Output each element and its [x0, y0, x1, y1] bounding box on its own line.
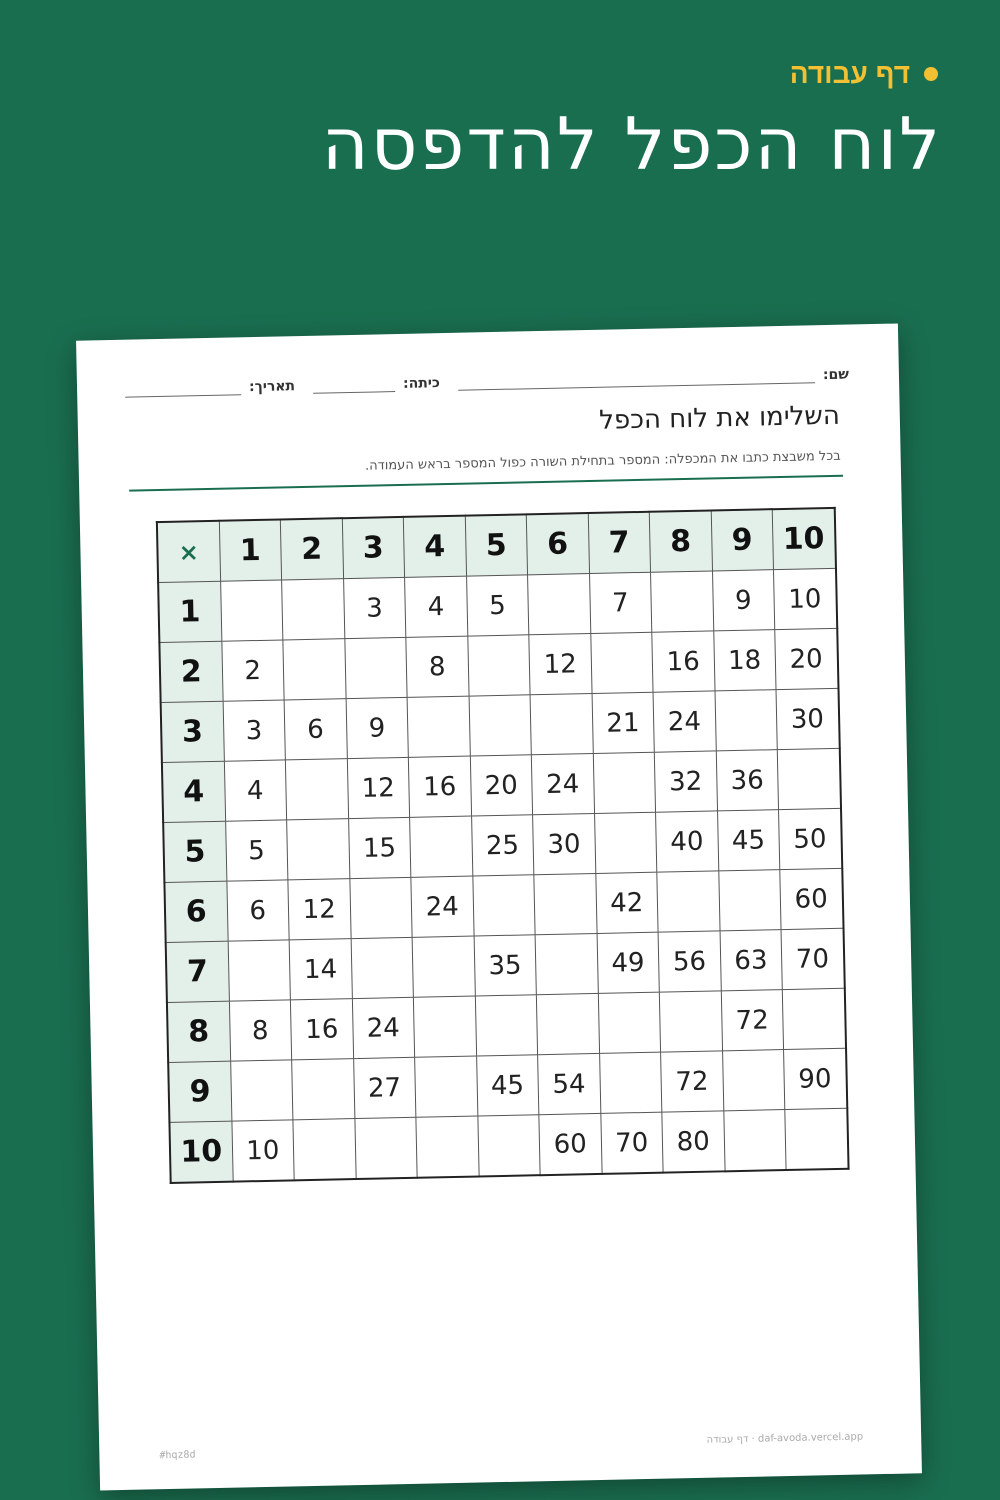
product-cell: 12	[288, 879, 351, 940]
product-cell: 12	[347, 757, 410, 818]
product-cell: 30	[776, 688, 839, 749]
blank-cell	[599, 1052, 662, 1113]
product-cell: 70	[600, 1112, 663, 1174]
blank-cell	[535, 933, 598, 994]
product-cell: 4	[224, 760, 287, 821]
column-header: 6	[526, 513, 589, 575]
blank-cell	[723, 1110, 786, 1172]
column-header: 3	[342, 517, 405, 579]
product-cell: 14	[289, 939, 352, 1000]
class-line	[313, 377, 395, 394]
product-cell: 3	[223, 700, 286, 761]
blank-cell	[228, 940, 291, 1001]
column-header: 2	[280, 518, 343, 580]
row-header: 2	[159, 641, 222, 702]
product-cell: 63	[720, 930, 783, 991]
product-cell: 9	[712, 570, 775, 631]
date-label: תאריך:	[248, 378, 296, 396]
product-cell: 6	[226, 880, 289, 941]
product-cell: 60	[539, 1113, 602, 1175]
product-cell: 15	[348, 817, 411, 878]
blank-cell	[718, 870, 781, 931]
product-cell: 72	[661, 1051, 724, 1112]
product-cell: 5	[225, 820, 288, 881]
blank-cell	[722, 1050, 785, 1111]
column-header: 1	[219, 519, 282, 581]
product-cell: 8	[406, 636, 469, 697]
product-cell: 56	[658, 931, 721, 992]
product-cell: 9	[346, 697, 409, 758]
date-line	[125, 380, 241, 397]
product-cell: 2	[221, 640, 284, 701]
product-cell: 6	[284, 699, 347, 760]
blank-cell	[282, 579, 345, 640]
row-header: 3	[161, 701, 224, 762]
product-cell: 54	[538, 1053, 601, 1114]
blank-cell	[285, 759, 348, 820]
column-header: 10	[772, 508, 835, 570]
product-cell: 72	[721, 990, 784, 1051]
blank-cell	[528, 574, 591, 635]
blank-cell	[657, 871, 720, 932]
row-header: 1	[158, 581, 221, 642]
blank-cell	[293, 1119, 356, 1181]
name-label: שם:	[822, 366, 850, 384]
product-cell: 4	[405, 576, 468, 637]
name-line	[458, 368, 815, 390]
column-header: 9	[711, 509, 774, 571]
column-header: 4	[403, 516, 466, 578]
footer-site: daf-avoda.vercel.app · דף עבודה	[706, 1431, 864, 1446]
product-cell: 49	[597, 932, 660, 993]
blank-cell	[415, 1056, 478, 1117]
product-cell: 7	[589, 572, 652, 633]
sheet-title: השלימו את לוח הכפל	[598, 400, 841, 436]
product-cell: 20	[470, 755, 533, 816]
blank-cell	[220, 580, 283, 641]
product-cell: 90	[784, 1048, 847, 1109]
product-cell: 24	[352, 997, 415, 1058]
blank-cell	[777, 748, 840, 809]
product-cell: 80	[662, 1111, 725, 1173]
row-header: 4	[162, 761, 225, 822]
product-cell: 24	[411, 876, 474, 937]
product-cell: 25	[471, 815, 534, 876]
product-cell: 60	[780, 868, 843, 929]
blank-cell	[344, 637, 407, 698]
multiplication-table	[156, 507, 849, 1184]
product-cell: 36	[716, 750, 779, 811]
tag-label: דף עבודה	[789, 58, 910, 89]
blank-cell	[472, 875, 535, 936]
blank-cell	[467, 635, 530, 696]
blank-cell	[593, 752, 656, 813]
column-header: 7	[588, 512, 651, 574]
product-cell: 50	[779, 808, 842, 869]
product-cell: 5	[466, 575, 529, 636]
product-cell: 24	[653, 691, 716, 752]
product-cell: 10	[773, 568, 836, 629]
product-cell: 20	[775, 628, 838, 689]
blank-cell	[477, 1115, 540, 1177]
blank-cell	[354, 1117, 417, 1179]
blank-cell	[651, 571, 714, 632]
blank-cell	[349, 877, 412, 938]
page-title: לוח הכפל להדפסה	[321, 102, 942, 186]
product-cell: 40	[656, 811, 719, 872]
sheet-instructions: בכל משבצת כתבו את המכפלה: המספר בתחילת השורה כפול המספר בראש העמודה.	[364, 448, 841, 474]
blank-cell	[590, 632, 653, 693]
blank-cell	[287, 819, 350, 880]
product-cell: 32	[654, 751, 717, 812]
blank-cell	[785, 1108, 848, 1170]
student-fields	[125, 367, 849, 398]
column-header: 5	[465, 514, 528, 576]
product-cell: 24	[531, 754, 594, 815]
blank-cell	[469, 695, 532, 756]
blank-cell	[416, 1116, 479, 1178]
row-header: 9	[168, 1061, 231, 1122]
worksheet-tag	[790, 58, 938, 90]
worksheet-preview	[76, 324, 922, 1491]
footer-code: #hqz8d	[159, 1449, 196, 1462]
product-cell: 18	[713, 630, 776, 691]
column-header: 8	[649, 510, 712, 572]
times-corner-cell: ×	[157, 521, 220, 583]
blank-cell	[412, 936, 475, 997]
class-label: כיתה:	[402, 375, 441, 392]
blank-cell	[598, 992, 661, 1053]
blank-cell	[536, 993, 599, 1054]
blank-cell	[534, 873, 597, 934]
bullet-dot-icon	[924, 67, 938, 81]
date-field	[125, 378, 295, 398]
product-cell: 35	[474, 935, 537, 996]
product-cell: 30	[533, 813, 596, 874]
class-field	[313, 375, 440, 394]
product-cell: 21	[592, 692, 655, 753]
table-row	[169, 1108, 848, 1183]
blank-cell	[230, 1060, 293, 1121]
product-cell: 16	[290, 999, 353, 1060]
row-header: 7	[166, 941, 229, 1002]
product-cell: 42	[595, 872, 658, 933]
blank-cell	[659, 991, 722, 1052]
blank-cell	[715, 690, 778, 751]
blank-cell	[413, 996, 476, 1057]
blank-cell	[351, 937, 414, 998]
product-cell: 10	[231, 1120, 294, 1182]
blank-cell	[410, 816, 473, 877]
product-cell: 70	[781, 928, 844, 989]
blank-cell	[283, 639, 346, 700]
blank-cell	[594, 812, 657, 873]
product-cell: 16	[652, 631, 715, 692]
row-header: 10	[169, 1121, 232, 1183]
blank-cell	[475, 995, 538, 1056]
blank-cell	[407, 696, 470, 757]
product-cell: 45	[476, 1055, 539, 1116]
row-header: 6	[164, 881, 227, 942]
divider	[129, 475, 843, 492]
product-cell: 27	[353, 1057, 416, 1118]
row-header: 8	[167, 1001, 230, 1062]
blank-cell	[782, 988, 845, 1049]
name-field	[458, 367, 849, 391]
product-cell: 8	[229, 1000, 292, 1061]
row-header: 5	[163, 821, 226, 882]
product-cell: 45	[717, 810, 780, 871]
blank-cell	[292, 1059, 355, 1120]
blank-cell	[530, 694, 593, 755]
product-cell: 12	[529, 634, 592, 695]
product-cell: 16	[408, 756, 471, 817]
product-cell: 3	[343, 577, 406, 638]
